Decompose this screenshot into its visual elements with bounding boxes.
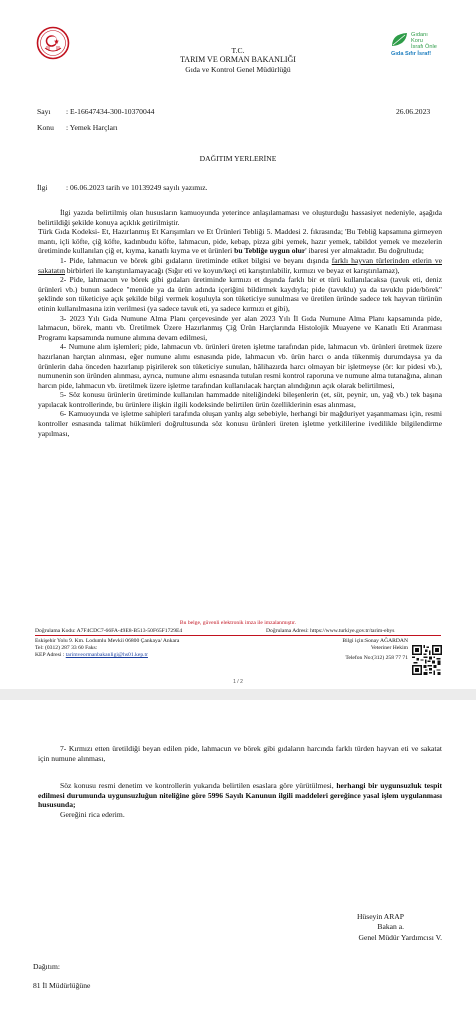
closing-text-a: Söz konusu resmi denetim ve kontrollerin yukarıda belirtilen esaslara göre yürütülmesi,	[60, 781, 337, 790]
distribution-title: DAĞITIM YERLERİNE	[199, 154, 277, 163]
document-date: 26.06.2023	[396, 107, 431, 116]
item-3: 3- 2023 Yılı Gıda Numune Alma Planı çerçevesinde yer alan 2023 Yılı İl Gıda Numune Alma Planı kapsamında pide, lahmacun, börek, mantı vb. Üretilmek Üzere Hazırlanmış Çiğ Ürün Harçlarında Histolojik Muayene ve Kanatlı Eti Aranması Programı kapsamında numune alımına devam edilmesi,	[38, 313, 442, 342]
request-line: Gereğini rica ederim.	[60, 809, 125, 819]
signer-role: Bakan a.	[377, 922, 404, 931]
item-6: 6- Kamuoyunda ve işletme sahipleri tarafında oluşan yanlış algı sebebiyle, herhangi bir mağduriyet yaşanmaması için, resmi kontroller esnasında talimat hükümleri doğrultusunda söz konusu ürünleri üreten işletme yetkililerine ivedilikle bilgilendirme yapılması,	[38, 409, 442, 438]
item-5: 5- Söz konusu ürünlerin üretiminde kullanılan hammadde niteliğindeki bileşenlerin (et, süt, peynir, un, yağ vb.) tek başına yapılacak kontrollerinde, bu ürünlere ilişkin ilgili kodeksinde belirtilen ürün özelliklerinin esas alınması,	[38, 390, 442, 409]
item-1-text-b: birbirleri ile karıştırılamayacağı (Sığır eti ve koyun/keçi eti karıştırılabilir, kırmızı ve beyaz et karıştırılamaz),	[65, 265, 400, 275]
logo-text-line2: Koru	[411, 38, 423, 44]
konu-value: : Yemek Harçları	[66, 123, 118, 132]
signer-title: Genel Müdür Yardımcısı V.	[358, 933, 442, 942]
signer-name: Hüseyin ARAP	[356, 912, 404, 921]
document-page-2	[0, 700, 476, 1024]
footer-address: Eskişehir Yolu 9. Km. Lodumlu Mevkii 06800 Çankaya/ Ankara	[35, 638, 180, 644]
verification-code: Doğrulama Kodu: A7F4CDC7-66FA-49E8-B513-50F65F1729E4	[35, 628, 183, 634]
body-text	[38, 208, 442, 438]
verification-address[interactable]: Doğrulama Adresi: https://www.turkiye.gov.tr/tarim-ebys	[266, 628, 395, 634]
page-number: 1 / 2	[233, 679, 243, 685]
item-1-text-a: 1- Pide, lahmacun ve börek gibi gıdaların üretiminde etiket bilgisi ve beyanı dışında	[60, 255, 332, 265]
kep-link[interactable]: tarimveormanbakanligi@hs01.kep.tr	[65, 652, 148, 658]
footer-kep	[35, 652, 148, 659]
konu-label: Konu	[37, 123, 54, 132]
closing-bold: herhangi bir uygunsuzluk tespit edilmesi durumunda uygunsuzluğun niteliğine göre 5996 Sayılı Kanunun ilgili maddeleri gereğince yasal işlem uygulanması hususunda;	[38, 781, 442, 810]
logo-text-line3: İsrafı Önle	[411, 44, 437, 50]
esign-notice: Bu belge, güvenli elektronik imza ile imzalanmıştır.	[179, 620, 297, 626]
footer-phone-fax: Tel: (0312) 287 33 60 Faks:	[35, 645, 98, 651]
contact-title: Veteriner Hekim	[370, 645, 408, 651]
sayi-value: : E-16647434-300-10370044	[66, 107, 155, 116]
page-2-body	[38, 744, 442, 763]
tebligin-bold: bu Tebliğe uygun olur	[234, 246, 306, 256]
header-directorate: Gıda ve Kontrol Genel Müdürlüğü	[185, 65, 291, 74]
contact-info: Bilgi için:Sonay AĞARDAN	[342, 638, 408, 644]
intro-paragraph: İlgi yazıda belirtilmiş olan hususların kamuoyunda yeterince anlaşılamaması ve oluşturduğu hassasiyet nedeniyle, aşağıda belirtildiği şekilde konuya açıklık getirilmiştir.	[38, 208, 442, 227]
item-4: 4- Numune alım işlemleri; pide, lahmacun vb. ürünleri üreten işletme tarafından pide, lahmacun vb. ürünleri üretmek üzere hazırlanan harçtan alınması, eğer numune alımı esnasında pide, lahmacun vb. ürün harcı o anda tükenmiş durumdaysa ya da ürünlerin daha önceden hazırlanıp pişirilerek son tüketiciye sunulan, hâlihazırda harcı olmayan bir işletmeyse (ör: kır pidesi vb.), numunenin son üründen alınması, ayrıca, numune alımı esnasında tutulan resmi kontrol raporuna ve numune alma tutanağına, alınan harcın pide, lahmacun vb. üretilmek üzere işletme tarafından kullanılacak harçtan alındığının açık olarak belirtilmesi,	[38, 342, 442, 390]
closing-paragraph	[38, 781, 442, 819]
qr-code-icon	[412, 645, 442, 675]
tebligin-text-b: ' ibaresi yer almaktadır. Bu doğrultuda;	[305, 246, 424, 256]
header-ministry: TARIM VE ORMAN BAKANLIĞI	[180, 55, 296, 64]
ilgi-value: : 06.06.2023 tarih ve 10139249 sayılı yazımız.	[66, 183, 208, 192]
header-tc: T.C.	[231, 46, 245, 55]
kep-label: KEP Adresi :	[35, 652, 65, 658]
tebligin-paragraph	[38, 227, 442, 256]
logo-text-line1: Gıdanı	[411, 32, 428, 38]
item-1	[38, 256, 442, 275]
item-7: 7- Kırmızı etten üretildiği beyan edilen pide, lahmacun ve börek gibi gıdaların harcında farklı türden hayvan eti ve sakatat için numune alınması,	[38, 744, 442, 763]
footer-divider	[35, 635, 441, 636]
sayi-label: Sayı	[37, 107, 51, 116]
item-1-underlined: farklı hayvan türlerinden etlerin ve sakatatın	[38, 255, 442, 275]
tebligin-text-a: Türk Gıda Kodeksi- Et, Hazırlanmış Et Karışımları ve Et Ürünleri Tebliği 5. Maddesi 2. fıkrasında; 'Bu Tebliğ kapsamına girmeyen mantı, içli köfte, çiğ köfte, kadınbudu köfte, lahmacun, pide, kebap, pizza gibi yemek, hazır yemek, tabildot yemek ve mezelerin üretiminde kullanılan çiğ et, kıyma, kanatlı kıyma ve et ürünleri	[38, 227, 442, 256]
item-2: 2- Pide, lahmacun ve börek gibi gıdaları üretiminde kırmızı et dışında farklı bir et türü kullanılacaksa (tavuk eti, deniz ürünleri vb.) bunun sadece "menüde ya da ürün adında içeriğini bildirmek kaydıyla; pide (tavuklu) ya da tavuklu pide/börek" şeklinde son tüketiciye açık şekilde bilgi vermek koşuluyla son tüketiciye sunulması ve üretilen üründe sadece tek hayvan türünün etinin kullanılmasına izin verilmesi (ya sadece tavuk eti, ya sadece kırmızı et gibi),	[38, 275, 442, 313]
contact-phone: Telefon No:(312) 258 77 71	[345, 655, 408, 661]
dagitim-label: Dağıtım:	[33, 962, 60, 971]
dagitim-value: 81 İl Müdürlüğüne	[33, 981, 91, 990]
ilgi-label: İlgi	[37, 183, 48, 192]
logo-slogan: Gıda Sıfır İsraf!	[391, 51, 432, 57]
